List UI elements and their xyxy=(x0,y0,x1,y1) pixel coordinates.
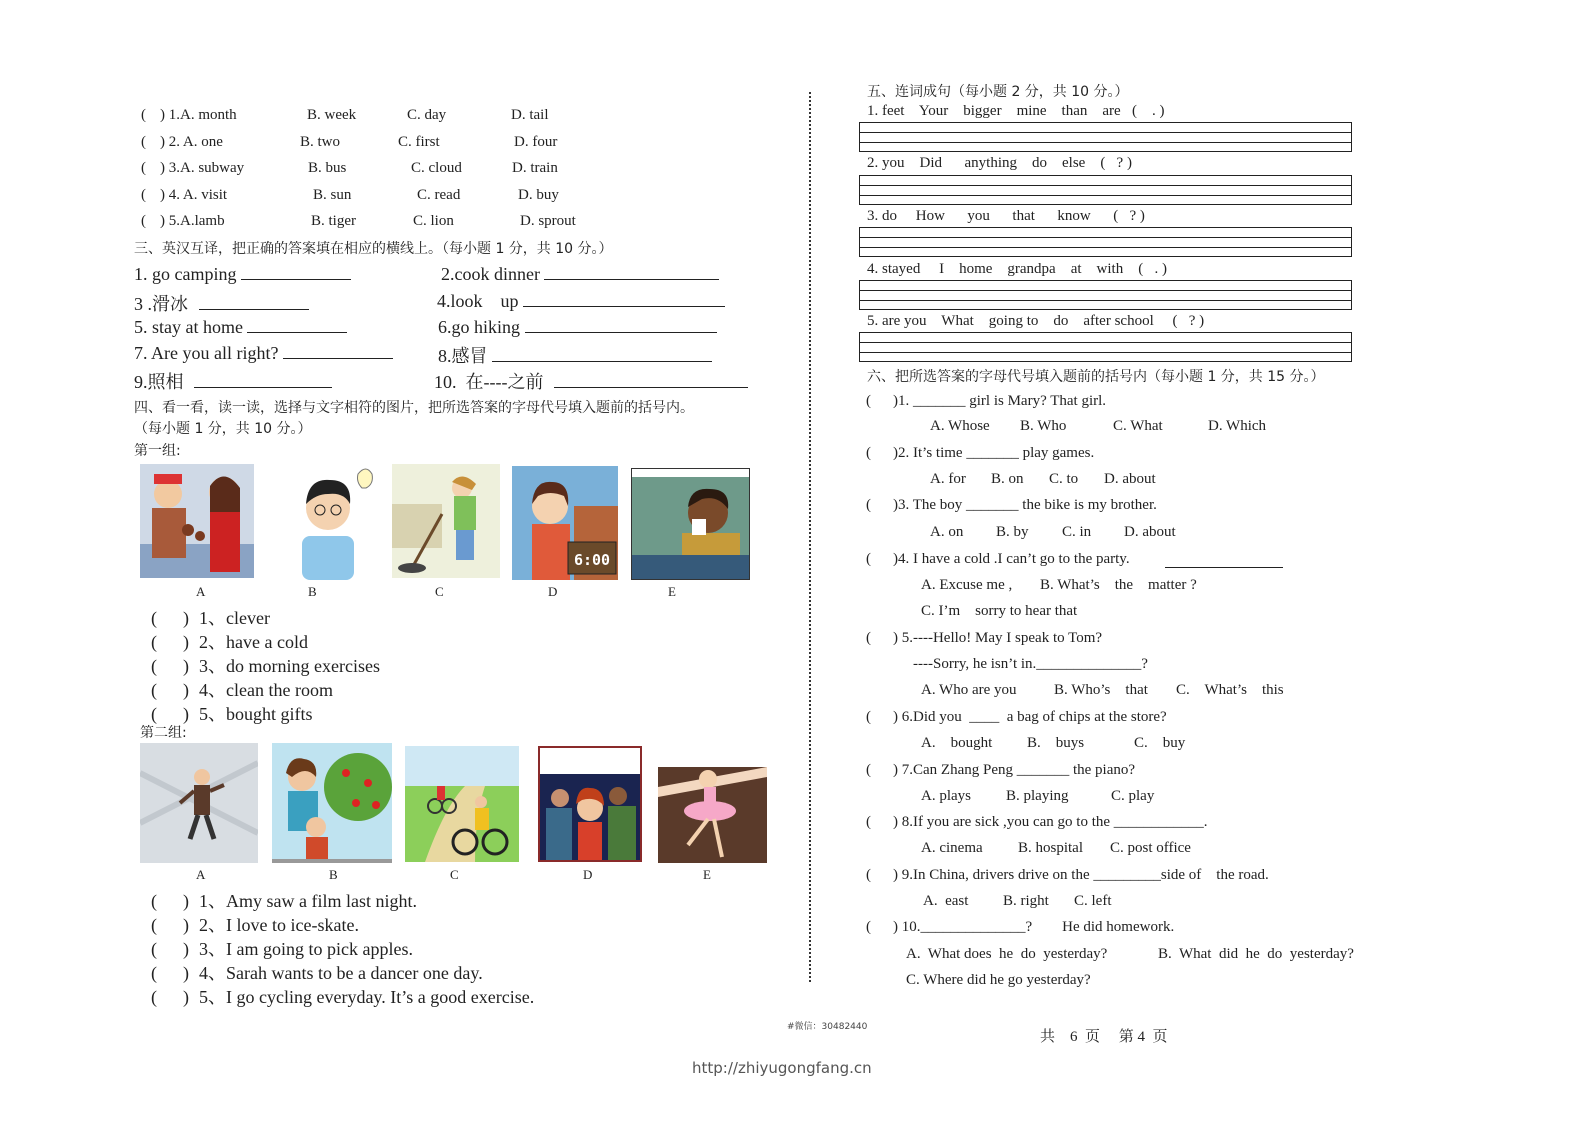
option: A. on xyxy=(930,524,964,540)
option: B. What’s the matter ? xyxy=(1040,577,1197,593)
option: B. by xyxy=(996,524,1029,540)
group1-item: ( ) 2、have a cold xyxy=(151,632,308,652)
option: A. cinema xyxy=(921,840,983,856)
option: A. east xyxy=(923,893,969,909)
group2-item: ( ) 3、I am going to pick apples. xyxy=(151,939,413,959)
option: B. right xyxy=(1003,893,1049,909)
question-1: ( )1. _______ girl is Mary? That girl. xyxy=(866,393,1107,409)
answer-blank[interactable] xyxy=(525,316,717,333)
group1-item: ( ) 1、clever xyxy=(151,608,270,628)
picture-letter: D xyxy=(548,584,558,599)
answer-blank[interactable] xyxy=(492,345,712,362)
translate-item: 9.照相 xyxy=(134,368,332,394)
option: C. to xyxy=(1049,471,1079,487)
choice-option: B. sun xyxy=(313,187,352,203)
option: B. buys xyxy=(1027,735,1085,751)
question-10: ( ) 10.______________? He did homework. xyxy=(866,919,1175,935)
picture-cleaning xyxy=(392,464,500,578)
picture-letter: B xyxy=(308,584,317,599)
choice-option: D. tail xyxy=(511,107,549,123)
choice-option: B. bus xyxy=(308,160,347,176)
option: A. Who are you xyxy=(921,682,1017,698)
question-8: ( ) 8.If you are sick ,you can go to the ____________. xyxy=(866,814,1208,830)
group2-item: ( ) 5、I go cycling everyday. It’s a good exercise. xyxy=(151,987,535,1007)
translate-item: 7. Are you all right? xyxy=(134,342,393,364)
picture-letter: D xyxy=(583,867,593,882)
picture-apple-picking xyxy=(272,743,392,863)
picture-letter: A xyxy=(196,867,206,882)
option: C. play xyxy=(1111,788,1155,804)
option: C. buy xyxy=(1134,735,1186,751)
answer-blank[interactable] xyxy=(194,371,332,388)
question-6: ( ) 6.Did you ____ a bag of chips at the store? xyxy=(866,709,1167,725)
choice-option: D. buy xyxy=(518,187,559,203)
picture-letter: B xyxy=(329,867,338,882)
sentence-prompt: 1. feet Your bigger mine than are ( . ) xyxy=(867,103,1165,119)
section3-heading: 三、英汉互译，把正确的答案填在相应的横线上。（每小题 1 分，共 10 分。） xyxy=(134,241,613,257)
translate-item: 3 .滑冰 xyxy=(134,290,309,316)
answer-blank[interactable] xyxy=(199,293,309,310)
picture-cold xyxy=(631,468,750,580)
choice-item-4: ( ) 4. A. visit xyxy=(141,187,228,203)
writing-lines[interactable] xyxy=(859,175,1352,205)
option: A. Whose xyxy=(930,418,990,434)
picture-shopping xyxy=(140,464,254,578)
writing-lines[interactable] xyxy=(859,122,1352,152)
option: C. post office xyxy=(1110,840,1191,856)
picture-letter: C xyxy=(435,584,444,599)
translate-item: 6.go hiking xyxy=(438,316,717,338)
option: A. What does he do yesterday? xyxy=(906,946,1108,962)
group1-label: 第一组: xyxy=(134,443,181,459)
question-4: ( )4. I have a cold .I can’t go to the party. xyxy=(866,551,1130,567)
option: A. Excuse me , xyxy=(921,577,1013,593)
column-divider xyxy=(809,92,811,982)
option: C. Where did he go yesterday? xyxy=(906,972,1091,988)
group2-item: ( ) 1、Amy saw a film last night. xyxy=(151,891,417,911)
option: D. about xyxy=(1104,471,1156,487)
group1-item: ( ) 3、do morning exercises xyxy=(151,656,380,676)
option: B. hospital xyxy=(1018,840,1084,856)
option: B. on xyxy=(991,471,1024,487)
choice-option: C. day xyxy=(407,107,447,123)
picture-morning-girl xyxy=(512,466,618,580)
translate-item: 2.cook dinner xyxy=(441,263,719,285)
page-number: 共 6 页 第 4 页 xyxy=(1040,1029,1168,1045)
section4-heading: 四、看一看，读一读，选择与文字相符的图片，把所选答案的字母代号填入题前的括号内。 xyxy=(134,400,694,416)
question-7: ( ) 7.Can Zhang Peng _______ the piano? xyxy=(866,762,1136,778)
option: C. in xyxy=(1062,524,1092,540)
option: C. What xyxy=(1113,418,1163,434)
picture-letter: E xyxy=(703,867,711,882)
option: D. about xyxy=(1124,524,1176,540)
choice-option: B. tiger xyxy=(311,213,356,229)
choice-option: B. week xyxy=(307,107,357,123)
picture-ice-skate xyxy=(140,743,258,863)
picture-letter: A xyxy=(196,584,206,599)
option: C. left xyxy=(1074,893,1112,909)
question-line: ----Sorry, he isn’t in.______________? xyxy=(913,656,1148,672)
answer-blank[interactable] xyxy=(241,263,351,280)
answer-blank[interactable] xyxy=(544,263,719,280)
sentence-prompt: 4. stayed I home grandpa at with ( . ) xyxy=(867,261,1167,277)
picture-letter: E xyxy=(668,584,676,599)
source-url[interactable]: http://zhiyugongfang.cn xyxy=(692,1059,872,1077)
option: A. plays xyxy=(921,788,971,804)
choice-option: D. four xyxy=(514,134,558,150)
option: B. What did he do yesterday? xyxy=(1158,946,1354,962)
sentence-prompt: 5. are you What going to do after school ( ? ) xyxy=(867,313,1205,329)
choice-option: B. two xyxy=(300,134,341,150)
choice-option: D. sprout xyxy=(520,213,576,229)
group1-item: ( ) 5、bought gifts xyxy=(151,704,313,724)
translate-item: 1. go camping xyxy=(134,263,351,285)
choice-item-5: ( ) 5.A.lamb xyxy=(141,213,225,229)
group2-label: 第二组: xyxy=(140,725,187,741)
choice-option: D. train xyxy=(512,160,558,176)
sentence-prompt: 3. do How you that know ( ? ) xyxy=(867,208,1145,224)
question-2: ( )2. It’s time _______ play games. xyxy=(866,445,1095,461)
choice-item-3: ( ) 3.A. subway xyxy=(141,160,245,176)
sentence-prompt: 2. you Did anything do else ( ? ) xyxy=(867,155,1132,171)
wechat-note: #微信：30482440 xyxy=(787,1022,868,1032)
option: B. playing xyxy=(1006,788,1069,804)
group1-item: ( ) 4、clean the room xyxy=(151,680,333,700)
choice-option: C. first xyxy=(398,134,440,150)
option: D. Which xyxy=(1208,418,1267,434)
choice-option: C. read xyxy=(417,187,461,203)
choice-option: C. lion xyxy=(413,213,454,229)
section4-subheading: （每小题 1 分，共 10 分。） xyxy=(134,421,312,437)
translate-item: 4.look up xyxy=(437,290,725,312)
question-3: ( )3. The boy _______ the bike is my brother. xyxy=(866,497,1157,513)
choice-item-1: ( ) 1.A. month xyxy=(141,107,237,123)
option: C. What’s this xyxy=(1176,682,1284,698)
section6-heading: 六、把所选答案的字母代号填入题前的括号内（每小题 1 分，共 15 分。） xyxy=(867,369,1325,385)
translate-item: 10. 在----之前 xyxy=(434,368,748,394)
clock-time: 6:00 xyxy=(573,551,611,569)
answer-blank[interactable] xyxy=(283,342,393,359)
translate-item: 8.感冒 xyxy=(438,342,712,368)
answer-blank[interactable] xyxy=(554,371,748,388)
choice-item-2: ( ) 2. A. one xyxy=(141,134,223,150)
translate-item: 5. stay at home xyxy=(134,316,347,338)
answer-blank[interactable] xyxy=(247,316,347,333)
choice-option: C. cloud xyxy=(411,160,462,176)
picture-letter: C xyxy=(450,867,459,882)
picture-cinema xyxy=(538,746,642,862)
picture-ballet xyxy=(658,747,767,863)
writing-lines[interactable] xyxy=(859,332,1352,362)
picture-clever-boy xyxy=(288,460,380,580)
option: A. for xyxy=(930,471,966,487)
group2-item: ( ) 2、I love to ice-skate. xyxy=(151,915,359,935)
option: C. I’m sorry to hear that xyxy=(921,603,1078,619)
group2-item: ( ) 4、Sarah wants to be a dancer one day. xyxy=(151,963,483,983)
answer-blank[interactable] xyxy=(523,290,725,307)
writing-lines[interactable] xyxy=(859,227,1352,257)
question-9: ( ) 9.In China, drivers drive on the _________side of the road. xyxy=(866,867,1269,883)
option: B. Who xyxy=(1020,418,1067,434)
section5-heading: 五、连词成句（每小题 2 分，共 10 分。） xyxy=(867,84,1129,100)
answer-blank[interactable] xyxy=(1165,567,1283,568)
writing-lines[interactable] xyxy=(859,280,1352,310)
picture-cycling xyxy=(405,746,519,862)
question-5: ( ) 5.----Hello! May I speak to Tom? xyxy=(866,630,1103,646)
option: B. Who’s that xyxy=(1054,682,1148,698)
option: A. bought xyxy=(921,735,993,751)
